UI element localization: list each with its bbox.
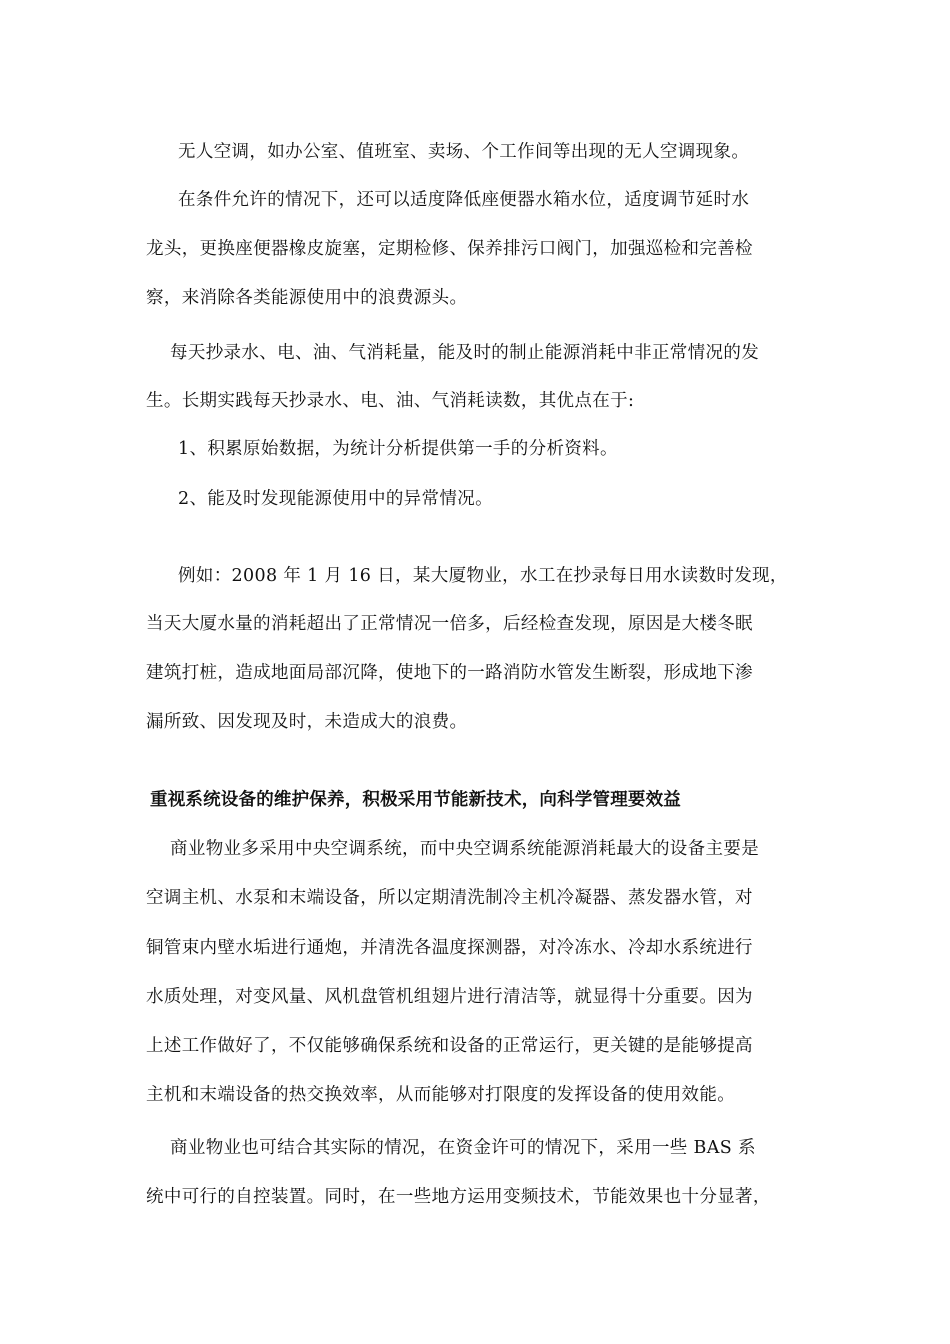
paragraph-line: 生。长期实践每天抄录水、电、油、气消耗读数，其优点在于: (146, 391, 635, 411)
paragraph-line: 例如：2008 年 1 月 16 日，某大厦物业，水工在抄录每日用水读数时发现， (178, 566, 788, 586)
paragraph-line: 察，来消除各类能源使用中的浪费源头。 (146, 288, 468, 308)
paragraph-line: 空调主机、水泵和末端设备，所以定期清洗制冷主机冷凝器、蒸发器水管，对 (146, 888, 753, 908)
paragraph-line: 水质处理，对变风量、风机盘管机组翅片进行清洁等，就显得十分重要。因为 (146, 987, 753, 1007)
paragraph-line: 每天抄录水、电、油、气消耗量，能及时的制止能源消耗中非正常情况的发 (170, 343, 760, 363)
paragraph-line: 商业物业也可结合其实际的情况，在资金许可的情况下，采用一些 BAS 系 (170, 1138, 756, 1158)
paragraph-line: 漏所致、因发现及时，未造成大的浪费。 (146, 712, 468, 732)
paragraph-line: 商业物业多采用中央空调系统，而中央空调系统能源消耗最大的设备主要是 (170, 839, 760, 859)
paragraph-line: 当天大厦水量的消耗超出了正常情况一倍多，后经检查发现，原因是大楼冬眠 (146, 614, 753, 634)
paragraph-line: 建筑打桩，造成地面局部沉降，使地下的一路消防水管发生断裂，形成地下渗 (146, 663, 753, 683)
list-item: 1、积累原始数据，为统计分析提供第一手的分析资料。 (178, 439, 618, 459)
list-item: 2、能及时发现能源使用中的异常情况。 (178, 489, 493, 509)
paragraph-line: 龙头，更换座便器橡皮旋塞，定期检修、保养排污口阀门，加强巡检和完善检 (146, 239, 753, 259)
section-heading: 重视系统设备的维护保养，积极采用节能新技术，向科学管理要效益 (150, 790, 681, 810)
paragraph-line: 主机和末端设备的热交换效率，从而能够对打限度的发挥设备的使用效能。 (146, 1085, 736, 1105)
paragraph-line: 上述工作做好了，不仅能够确保系统和设备的正常运行，更关键的是能够提高 (146, 1036, 753, 1056)
paragraph-line: 统中可行的自控装置。同时，在一些地方运用变频技术，节能效果也十分显著， (146, 1187, 771, 1207)
paragraph-line: 在条件允许的情况下，还可以适度降低座便器水箱水位，适度调节延时水 (178, 190, 750, 210)
paragraph-line: 铜管束内壁水垢进行通炮，并清洗各温度探测器，对冷冻水、冷却水系统进行 (146, 938, 753, 958)
paragraph-line: 无人空调，如办公室、值班室、卖场、个工作间等出现的无人空调现象。 (178, 142, 750, 162)
